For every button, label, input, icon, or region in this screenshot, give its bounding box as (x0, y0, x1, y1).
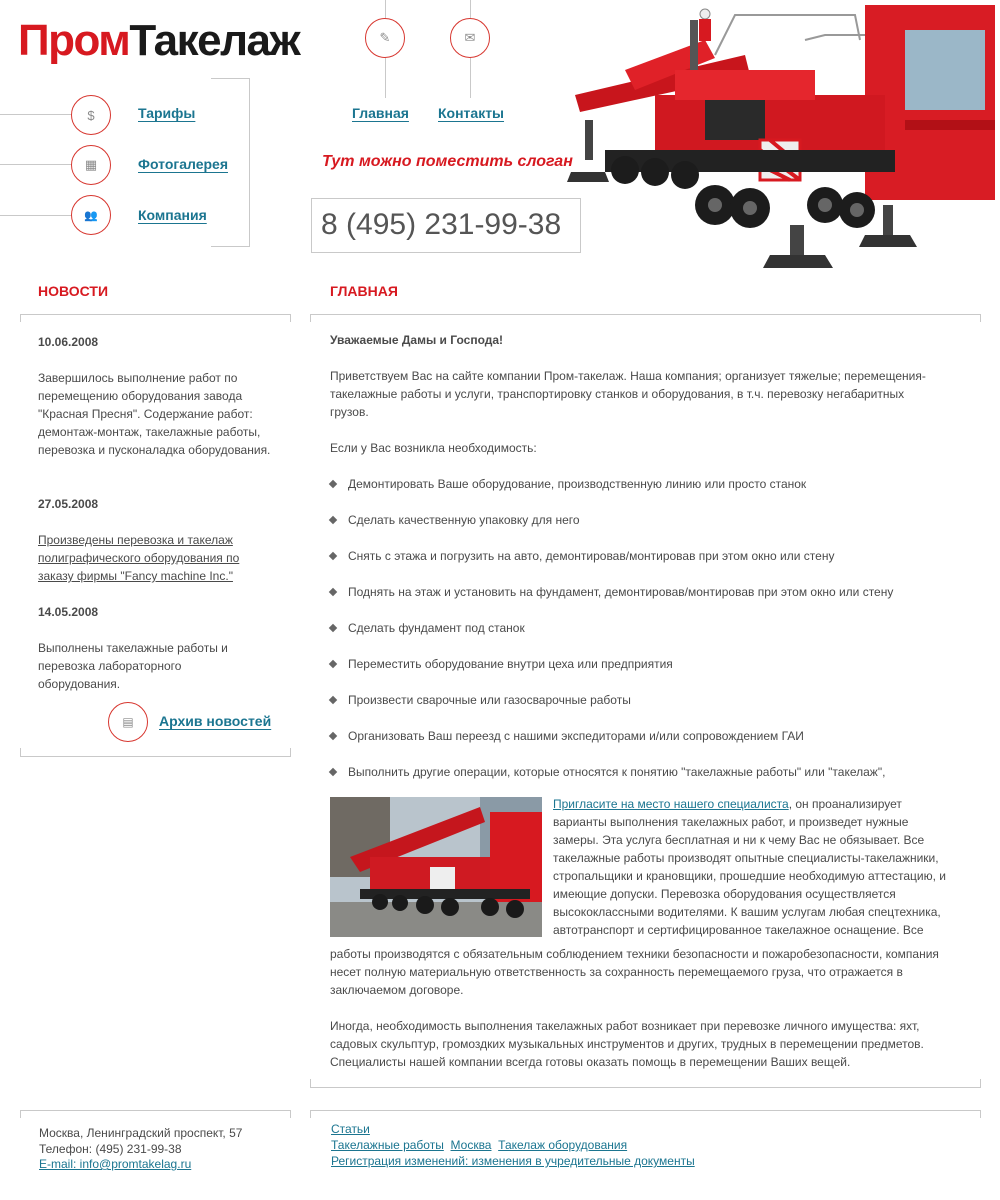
logo-part-1: Пром (18, 16, 130, 65)
envelope-icon[interactable] (450, 18, 490, 58)
footer-link-moscow[interactable]: Москва (450, 1138, 492, 1152)
invite-line: стропальщики и крановщики, прошедшие необходимую аттестацию, и (553, 869, 946, 883)
menu-line-3 (0, 215, 72, 216)
bullet-text: Сделать качественную упаковку для него (348, 513, 580, 527)
bullet-text: Снять с этажа и погрузить на авто, демонтировав/монтировав при этом окно или стену (348, 549, 835, 563)
news-link-2[interactable]: Произведены перевозка и такелаж полиграфического оборудования по заказу фирмы "Fancy machine Inc." (38, 533, 240, 583)
news-date-3: 14.05.2008 (38, 605, 99, 619)
closing-text: Иногда, необходимость выполнения такелажных работ возникает при перевозке личного имущества: яхт, садовых скульптур, громоздких музыкальных инструментов и других, трудных в перемещении предметов. Специалисты нашей компании всегда готовы оказать помощь в перемещении Ваших вещей. (330, 1019, 924, 1069)
invite-specialist-link[interactable]: Пригласите на место нашего специалиста (553, 797, 789, 811)
news-frame-top (20, 314, 291, 315)
bullet-icon (329, 480, 337, 488)
footer-left-tr (290, 1110, 291, 1118)
need-text: Если у Вас возникла необходимость: (330, 441, 537, 455)
main-frame-tl (310, 314, 311, 322)
bullet-text: Выполнить другие операции, которые относятся к понятию "такелажные работы" или "такелаж", (348, 765, 886, 779)
nav-line-home (385, 0, 386, 18)
newspaper-icon[interactable] (108, 702, 148, 742)
phone-frame-top (311, 198, 581, 199)
news-title: НОВОСТИ (38, 283, 109, 299)
footer-phone: Телефон: (495) 231-99-38 (39, 1142, 182, 1156)
news-archive-link[interactable]: Архив новостей (159, 713, 272, 729)
bullet-icon (329, 696, 337, 704)
list-item (330, 619, 525, 637)
footer-link-equipment-rigging[interactable]: Такелаж оборудования (498, 1138, 628, 1152)
footer-link-registration[interactable]: Регистрация изменений: изменения в учредительные документы (331, 1154, 695, 1168)
footer-right-top (310, 1110, 981, 1111)
slogan: Тут можно поместить слоган (322, 153, 573, 170)
footer-left-top (20, 1110, 291, 1111)
news-frame-tr (290, 314, 291, 322)
invite-tail: работы производятся с обязательным соблюдением техники безопасности и пожаробезопасности, компания несет полную материальную ответственность за сохранность перемещаемого груза, что отражается в заключаемом договоре. (330, 947, 939, 997)
gallery-glyph: ▦ (84, 157, 98, 172)
people-glyph: 👥 (84, 209, 98, 222)
phone-frame-left (311, 198, 312, 253)
envelope-glyph: ✉ (464, 30, 476, 45)
footer-right-tr (980, 1110, 981, 1118)
nav-contacts[interactable]: Контакты (438, 105, 505, 121)
bullet-text: Произвести сварочные или газосварочные работы (348, 693, 631, 707)
invite-paragraph (553, 795, 973, 939)
bullet-icon (329, 516, 337, 524)
nav-line-contacts-2 (470, 58, 471, 98)
phone-number: 8 (495) 231-99-38 (321, 208, 562, 241)
nav-company[interactable]: Компания (138, 207, 207, 223)
main-frame-tr (980, 314, 981, 322)
main-frame-top (310, 314, 981, 315)
bullet-text: Поднять на этаж и установить на фундамент, демонтировав/монтировав при этом окно или стену (348, 585, 894, 599)
bullet-icon (329, 588, 337, 596)
dollar-icon[interactable] (71, 95, 111, 135)
news-text-1: Завершилось выполнение работ по перемещению оборудования завода "Красная Пресня". Содержание работ: демонтаж-монтаж, такелажные работы, перевозка и пусконаладка оборудования. (38, 371, 271, 457)
news-date-1: 10.06.2008 (38, 335, 99, 349)
phone-frame-bottom (311, 252, 581, 253)
footer-address: Москва, Ленинградский проспект, 57 (39, 1126, 243, 1140)
invite-line: высококлассными водителями. К вашим услугам любая спецтехника, (553, 905, 941, 919)
main-frame-bottom (310, 1087, 981, 1088)
main-frame-br (980, 1079, 981, 1087)
news-text-3: Выполнены такелажные работы и перевозка лабораторного оборудования. (38, 641, 228, 691)
menu-line-2 (0, 164, 72, 165)
pencil-glyph: ✎ (379, 30, 391, 45)
main-title: ГЛАВНАЯ (330, 283, 398, 299)
nav-gallery[interactable]: Фотогалерея (138, 156, 228, 172)
footer-right-tl (310, 1110, 311, 1118)
news-frame-bl (20, 748, 21, 756)
bullet-icon (329, 660, 337, 668)
list-item (330, 763, 885, 781)
bullet-text: Организовать Ваш переезд с нашими экспедиторами и/или сопровождением ГАИ (348, 729, 804, 743)
nav-home[interactable]: Главная (352, 105, 409, 121)
footer-left-tl (20, 1110, 21, 1118)
site-logo[interactable] (18, 16, 298, 66)
invite-line: такелажные работы производят опытные специалисты-такелажники, (553, 851, 939, 865)
crane-photo (330, 797, 542, 937)
bullet-icon (329, 552, 337, 560)
invite-line: имеющие допуски. Перевозка оборудования осуществляется (553, 887, 896, 901)
bullet-icon (329, 732, 337, 740)
nav-tariffs[interactable]: Тарифы (138, 105, 196, 121)
bullet-icon (329, 768, 337, 776)
news-date-2: 27.05.2008 (38, 497, 99, 511)
list-item (330, 547, 834, 565)
logo-part-2: Такелаж (129, 16, 300, 65)
list-item (330, 655, 673, 673)
list-item (330, 691, 631, 709)
news-frame-tl (20, 314, 21, 322)
bullet-text: Переместить оборудование внутри цеха или предприятия (348, 657, 673, 671)
list-item (330, 583, 893, 601)
invite-line: замеры. Эта услуга бесплатная и ни к чему Вас не обязывает. Все (553, 833, 925, 847)
footer-link-rigging-works[interactable]: Такелажные работы (331, 1138, 444, 1152)
invite-line: варианты выполнения такелажных работ, и произведет нужные (553, 815, 909, 829)
pencil-icon[interactable] (365, 18, 405, 58)
menu-frame-right (249, 78, 250, 247)
invite-line: , он проанализирует (788, 797, 902, 811)
footer-links-row (331, 1138, 627, 1152)
nav-line-contacts (470, 0, 471, 18)
greeting: Уважаемые Дамы и Господа! (330, 333, 504, 347)
menu-frame-top (211, 78, 250, 79)
menu-frame-bottom (211, 246, 250, 247)
crane-truck-image (565, 0, 995, 285)
news-frame-br (290, 748, 291, 756)
nav-line-home-2 (385, 58, 386, 98)
people-icon[interactable] (71, 195, 111, 235)
bullet-icon (329, 624, 337, 632)
main-frame-bl (310, 1079, 311, 1087)
bullet-text: Сделать фундамент под станок (348, 621, 525, 635)
list-item (330, 511, 580, 529)
list-item (330, 727, 804, 745)
footer-link-articles[interactable]: Статьи (331, 1122, 370, 1136)
menu-line-1 (0, 114, 72, 115)
gallery-icon[interactable] (71, 145, 111, 185)
invite-line: автотранспорт и сертифицированное такелажное оснащение. Все (553, 923, 924, 937)
bullet-text: Демонтировать Ваше оборудование, производственную линию или просто станок (348, 477, 807, 491)
footer-email-link[interactable]: E-mail: info@promtakelag.ru (39, 1157, 192, 1171)
list-item (330, 475, 806, 493)
intro-text: Приветствуем Вас на сайте компании Пром-такелаж. Наша компания; организует тяжелые; перемещения-такелажные работы и услуги, транспортировку станков и оборудования, в т.ч. перевозку негабаритных грузов. (330, 369, 926, 419)
dollar-glyph: $ (87, 107, 95, 123)
news-frame-bottom (20, 756, 291, 757)
newspaper-glyph: ▤ (122, 715, 134, 729)
